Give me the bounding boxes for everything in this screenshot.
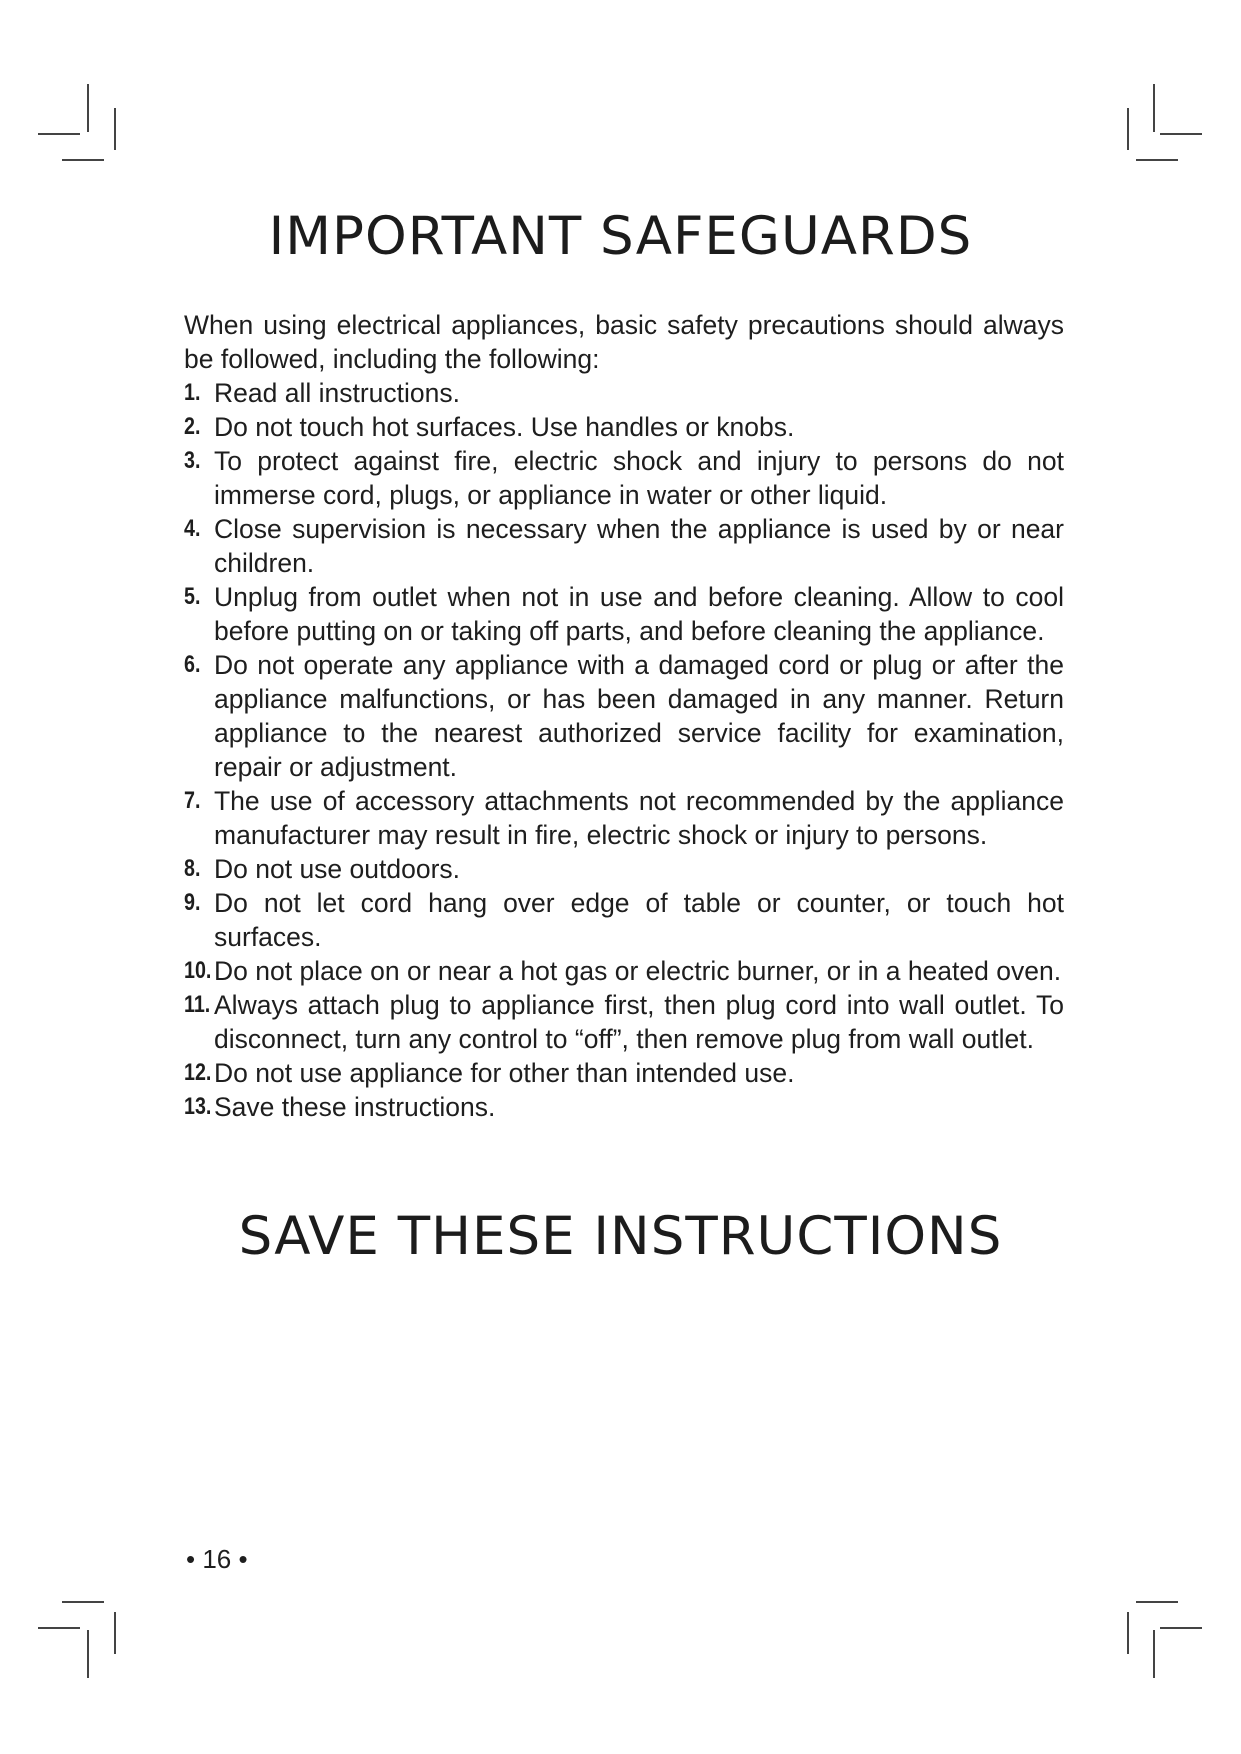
item-text: Do not touch hot surfaces. Use handles or knobs.: [214, 412, 795, 442]
item-text: Always attach plug to appliance first, then plug cord into wall outlet. To disconnect, turn any control to “off”, then remove plug from wall outlet.: [214, 990, 1064, 1054]
list-item: [184, 886, 1064, 954]
crop-mark: [87, 84, 89, 132]
safeguards-list: [184, 376, 1064, 1124]
item-number: 2.: [184, 413, 201, 440]
crop-mark: [1160, 133, 1202, 135]
item-number: 13.: [184, 1093, 212, 1120]
item-number: 9.: [184, 889, 201, 916]
crop-mark: [87, 1630, 89, 1678]
item-number: 6.: [184, 651, 201, 678]
item-text: Do not place on or near a hot gas or electric burner, or in a heated oven.: [214, 956, 1062, 986]
list-item: [184, 444, 1064, 512]
item-text: Do not use appliance for other than intended use.: [214, 1058, 795, 1088]
list-item: [184, 648, 1064, 784]
list-item: [184, 376, 1064, 410]
item-text: Read all instructions.: [214, 378, 460, 408]
crop-mark: [1153, 84, 1155, 132]
item-number: 3.: [184, 447, 201, 474]
crop-mark: [38, 133, 80, 135]
crop-mark: [1127, 1612, 1129, 1654]
item-number: 10.: [184, 957, 212, 984]
item-text: Do not operate any appliance with a damaged cord or plug or after the appliance malfunctions, or has been damaged in any manner. Return appliance to the nearest authorized service facility for examination, repair or adjustment.: [214, 650, 1064, 782]
item-text: The use of accessory attachments not recommended by the appliance manufacturer may result in fire, electric shock or injury to persons.: [214, 786, 1064, 850]
item-number: 4.: [184, 515, 201, 542]
crop-mark: [1136, 159, 1178, 161]
page-title: IMPORTANT SAFEGUARDS: [268, 206, 973, 267]
crop-mark: [38, 1627, 80, 1629]
crop-mark: [114, 108, 116, 150]
list-item: [184, 410, 1064, 444]
item-text: Do not let cord hang over edge of table or counter, or touch hot surfaces.: [214, 888, 1064, 952]
item-number: 12.: [184, 1059, 212, 1086]
page-number: • 16 •: [186, 1544, 248, 1574]
list-item: [184, 988, 1064, 1056]
item-number: 7.: [184, 787, 201, 814]
list-item: [184, 512, 1064, 580]
item-number: 8.: [184, 855, 201, 882]
item-number: 1.: [184, 379, 201, 406]
item-text: Unplug from outlet when not in use and before cleaning. Allow to cool before putting on or taking off parts, and before cleaning the appliance.: [214, 582, 1064, 646]
crop-mark: [62, 159, 104, 161]
crop-mark: [1127, 108, 1129, 150]
item-text: Close supervision is necessary when the appliance is used by or near children.: [214, 514, 1064, 578]
crop-mark: [114, 1612, 116, 1654]
list-item: [184, 1090, 1064, 1124]
item-text: Do not use outdoors.: [214, 854, 461, 884]
item-text: To protect against fire, electric shock and injury to persons do not immerse cord, plugs, or appliance in water or other liquid.: [214, 446, 1064, 510]
list-item: [184, 954, 1064, 988]
crop-mark: [1160, 1627, 1202, 1629]
item-number: 11.: [184, 991, 211, 1018]
list-item: [184, 1056, 1064, 1090]
safeguards-section: [184, 308, 1064, 1124]
list-item: [184, 580, 1064, 648]
item-number: 5.: [184, 583, 201, 610]
crop-mark: [1136, 1601, 1178, 1603]
intro-paragraph: When using electrical appliances, basic safety precautions should always be followed, including the following:: [184, 310, 1064, 374]
list-item: [184, 784, 1064, 852]
list-item: [184, 852, 1064, 886]
crop-mark: [62, 1601, 104, 1603]
item-text: Save these instructions.: [214, 1092, 496, 1122]
crop-mark: [1153, 1630, 1155, 1678]
closing-title: SAVE THESE INSTRUCTIONS: [238, 1206, 1003, 1267]
